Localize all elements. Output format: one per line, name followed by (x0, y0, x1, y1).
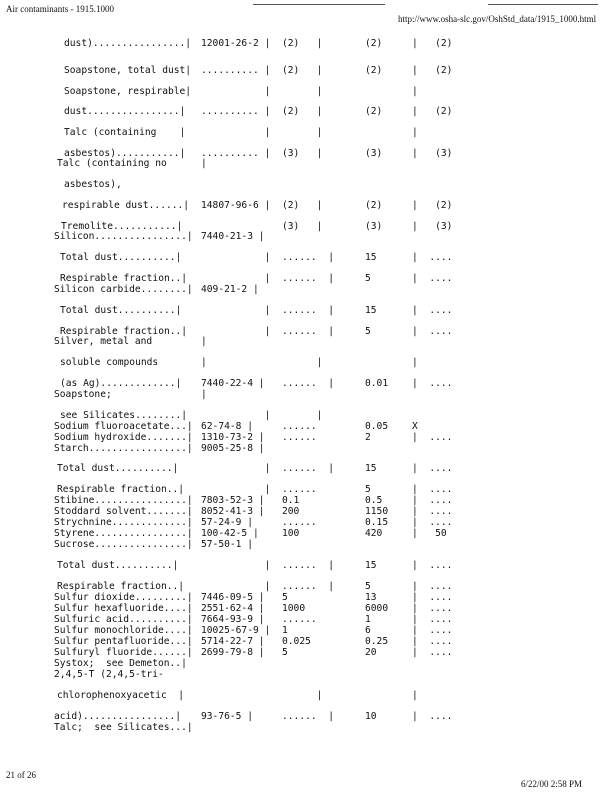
mg-m3-cell: 1 (365, 614, 371, 625)
substance-name-cell: respirable dust......| (62, 200, 190, 211)
cas-number-cell: 8052-41-3 | (201, 506, 265, 517)
substance-name-cell: Silver, metal and (54, 336, 153, 347)
cas-number-cell: 2551-62-4 | (201, 603, 265, 614)
mg-m3-cell: (2) (365, 106, 383, 117)
substance-name-cell: Respirable fraction..| (57, 581, 185, 592)
cas-number-cell: 57-24-9 | (201, 517, 253, 528)
cas-number-cell: .......... | (201, 148, 271, 159)
table-row (0, 357, 611, 369)
skin-designation-cell: | 50 (412, 528, 447, 539)
ppm-cell: 1000 (282, 603, 306, 614)
mg-m3-cell: 13 (365, 592, 377, 603)
mg-m3-cell: 15 (365, 305, 377, 316)
table-row (0, 252, 611, 264)
cas-number-cell: | (201, 484, 271, 495)
ppm-cell: 0.1 (282, 495, 300, 506)
skin-designation-cell: | .... (412, 592, 453, 603)
table-row (0, 127, 611, 139)
table-row (0, 38, 611, 50)
substance-name-cell: Soapstone, respirable| (64, 86, 192, 97)
cas-number-cell: | (201, 357, 207, 368)
cas-number-cell: 57-50-1 | (201, 539, 253, 550)
table-row (0, 305, 611, 317)
mg-m3-cell: 0.01 (365, 378, 389, 389)
cas-number-cell: .......... | (201, 65, 271, 76)
substance-name-cell: Tremolite...........| (61, 221, 183, 232)
cas-number-cell: 12001-26-2 | (201, 38, 271, 49)
print-timestamp: 6/22/00 2:58 PM (521, 779, 583, 789)
mg-m3-cell: 5 (365, 326, 371, 337)
table-row (0, 65, 611, 77)
skin-designation-cell: | (2) (412, 200, 453, 211)
cas-number-cell: | (201, 158, 207, 169)
cas-number-cell: | (201, 273, 271, 284)
skin-designation-cell: | .... (412, 560, 453, 571)
table-row (0, 158, 611, 170)
mg-m3-cell: 5 (365, 484, 371, 495)
mg-m3-cell: (3) (365, 148, 383, 159)
ppm-cell: ...... (282, 517, 317, 528)
cas-number-cell: | (201, 336, 207, 347)
table-row (0, 539, 611, 551)
cas-number-cell: | (201, 463, 271, 474)
substance-name-cell: dust)................| (64, 38, 192, 49)
ppm-cell: | (282, 86, 323, 97)
ppm-cell: ...... | (282, 326, 334, 337)
skin-designation-cell: | .... (412, 517, 453, 528)
substance-name-cell: (as Ag).............| (60, 378, 182, 389)
skin-designation-cell: | (2) (412, 38, 453, 49)
header-title: Air contaminants - 1915.1000 (6, 4, 114, 14)
table-row (0, 669, 611, 681)
ppm-cell: (2) | (282, 200, 323, 211)
skin-designation-cell: | (2) (412, 106, 453, 117)
skin-designation-cell: | .... (412, 581, 453, 592)
page-counter: 21 of 26 (6, 770, 36, 780)
ppm-cell: | (282, 410, 323, 421)
substance-name-cell: acid)................| (54, 711, 182, 722)
ppm-cell: 5 (282, 592, 288, 603)
mg-m3-cell: 20 (365, 647, 377, 658)
mg-m3-cell: 6 (365, 625, 371, 636)
skin-designation-cell: | .... (412, 495, 453, 506)
substance-name-cell: Silicon carbide........| (54, 284, 193, 295)
ppm-cell: (2) | (282, 38, 323, 49)
cas-number-cell: | (201, 410, 271, 421)
substance-name-cell: Silicon................| (54, 231, 193, 242)
substance-name-cell: Total dust..........| (60, 252, 182, 263)
cas-number-cell: | (201, 389, 207, 400)
substance-name-cell: Total dust..........| (60, 305, 182, 316)
cas-number-cell: 409-21-2 | (201, 284, 259, 295)
skin-designation-cell: | .... (412, 378, 453, 389)
ppm-cell: ...... | (282, 252, 334, 263)
ppm-cell: ...... | (282, 378, 334, 389)
mg-m3-cell: 5 (365, 581, 371, 592)
mg-m3-cell: (3) (365, 221, 383, 232)
substance-name-cell: Sulfuric acid..........| (54, 614, 193, 625)
substance-name-cell: Sulfuryl fluoride......| (54, 647, 193, 658)
table-row (0, 443, 611, 455)
substance-name-cell: Total dust..........| (57, 560, 179, 571)
substance-name-cell: Sulfur dioxide.........| (54, 592, 193, 603)
cas-number-cell: | (201, 127, 271, 138)
substance-name-cell: Starch.................| (54, 443, 193, 454)
ppm-cell: ...... | (282, 560, 334, 571)
ppm-cell: ...... | (282, 273, 334, 284)
substance-name-cell: Strychnine.............| (54, 517, 193, 528)
skin-designation-cell: | (3) (412, 221, 453, 232)
substance-name-cell: Sodium hydroxide.......| (54, 432, 193, 443)
ppm-cell: ...... | (282, 463, 334, 474)
substance-name-cell: Sodium fluoroacetate...| (54, 421, 193, 432)
table-row (0, 336, 611, 348)
ppm-cell: ...... (282, 421, 317, 432)
substance-name-cell: Sulfur pentafluoride...| (54, 636, 193, 647)
skin-designation-cell: | .... (412, 252, 453, 263)
skin-designation-cell: | .... (412, 625, 453, 636)
table-row (0, 560, 611, 572)
skin-designation-cell: | .... (412, 273, 453, 284)
table-row (0, 106, 611, 118)
cas-number-cell: | (201, 560, 271, 571)
skin-designation-cell: | .... (412, 326, 453, 337)
mg-m3-cell: 6000 (365, 603, 389, 614)
ppm-cell: ...... (282, 432, 317, 443)
mg-m3-cell: 15 (365, 252, 377, 263)
skin-designation-cell: | (412, 127, 418, 138)
skin-designation-cell: | .... (412, 603, 453, 614)
substance-name-cell: soluble compounds (60, 357, 159, 368)
header-url[interactable]: http://www.osha-slc.gov/OshStd_data/1915_1000.html (398, 14, 597, 24)
table-row (0, 690, 611, 702)
cas-number-cell: 7803-52-3 | (201, 495, 265, 506)
mg-m3-cell: (2) (365, 38, 383, 49)
substance-name-cell: asbestos)...........| (64, 148, 186, 159)
substance-name-cell: Sulfur hexafluoride....| (54, 603, 193, 614)
table-row (0, 231, 611, 243)
skin-designation-cell: | (2) (412, 65, 453, 76)
mg-m3-cell: 0.15 (365, 517, 389, 528)
cas-number-cell: 7664-93-9 | (201, 614, 265, 625)
table-row (0, 463, 611, 475)
cas-number-cell: | (201, 252, 271, 263)
skin-designation-cell: X (412, 421, 418, 432)
table-row (0, 722, 611, 734)
ppm-cell: ...... | (282, 305, 334, 316)
substance-name-cell: Sucrose................| (54, 539, 193, 550)
mg-m3-cell: 15 (365, 463, 377, 474)
substance-name-cell: Respirable fraction..| (60, 326, 188, 337)
mg-m3-cell: 10 (365, 711, 377, 722)
mg-m3-cell: 0.25 (365, 636, 389, 647)
substance-name-cell: 2,4,5-T (2,4,5-tri- (54, 669, 164, 680)
substance-name-cell: Styrene................| (54, 528, 193, 539)
mg-m3-cell: 420 (365, 528, 383, 539)
cas-number-cell: 7440-21-3 | (201, 231, 265, 242)
mg-m3-cell: 0.05 (365, 421, 389, 432)
skin-designation-cell: | .... (412, 647, 453, 658)
cas-number-cell: | (201, 86, 271, 97)
cas-number-cell: 62-74-8 | (201, 421, 253, 432)
cas-number-cell: 7440-22-4 | (201, 378, 265, 389)
substance-name-cell: asbestos), (64, 179, 122, 190)
ppm-cell: 100 (282, 528, 300, 539)
skin-designation-cell: | .... (412, 463, 453, 474)
ppm-cell: (3) | (282, 148, 323, 159)
cas-number-cell: 5714-22-7 | (201, 636, 265, 647)
cas-number-cell: 2699-79-8 | (201, 647, 265, 658)
cas-number-cell: 7446-09-5 | (201, 592, 265, 603)
skin-designation-cell: | .... (412, 506, 453, 517)
substance-name-cell: Respirable fraction..| (57, 484, 185, 495)
table-row (0, 200, 611, 212)
skin-designation-cell: | .... (412, 636, 453, 647)
substance-name-cell: Total dust..........| (57, 463, 179, 474)
ppm-cell: | (282, 357, 323, 368)
skin-designation-cell: | (3) (412, 148, 453, 159)
skin-designation-cell: | .... (412, 305, 453, 316)
skin-designation-cell: | .... (412, 614, 453, 625)
mg-m3-cell: 0.5 (365, 495, 383, 506)
skin-designation-cell: | .... (412, 711, 453, 722)
mg-m3-cell: (2) (365, 200, 383, 211)
ppm-cell: (2) | (282, 65, 323, 76)
cas-number-cell: 100-42-5 | (201, 528, 259, 539)
cas-number-cell: 1310-73-2 | (201, 432, 265, 443)
table-row (0, 179, 611, 191)
substance-name-cell: Stoddard solvent.......| (54, 506, 193, 517)
substance-name-cell: Soapstone; (54, 389, 112, 400)
ppm-cell: ...... | (282, 711, 334, 722)
substance-name-cell: dust................| (64, 106, 186, 117)
substance-name-cell: Talc; see Silicates...| (54, 722, 193, 733)
cas-number-cell: 14807-96-6 | (201, 200, 271, 211)
skin-designation-cell: | (412, 690, 418, 701)
cas-number-cell: | (201, 581, 271, 592)
ppm-cell: (2) | (282, 106, 323, 117)
cas-number-cell: | (201, 326, 271, 337)
ppm-cell: | (282, 127, 323, 138)
mg-m3-cell: 2 (365, 432, 371, 443)
substance-name-cell: chlorophenoxyacetic | (57, 690, 185, 701)
skin-designation-cell: | .... (412, 432, 453, 443)
skin-designation-cell: | (412, 86, 418, 97)
cas-number-cell: 10025-67-9 | (201, 625, 271, 636)
ppm-cell: | (282, 690, 323, 701)
substance-name-cell: Soapstone, total dust| (64, 65, 192, 76)
skin-designation-cell: | .... (412, 484, 453, 495)
ppm-cell: ...... (282, 484, 317, 495)
cas-number-cell: | (201, 305, 271, 316)
ppm-cell: 5 (282, 647, 288, 658)
ppm-cell: ...... (282, 614, 317, 625)
table-row (0, 284, 611, 296)
cas-number-cell: .......... | (201, 106, 271, 117)
ppm-cell: (3) | (282, 221, 323, 232)
mg-m3-cell: 15 (365, 560, 377, 571)
mg-m3-cell: (2) (365, 65, 383, 76)
substance-name-cell: Talc (containing no (57, 158, 167, 169)
mg-m3-cell: 1150 (365, 506, 389, 517)
cas-number-cell: 93-76-5 | (201, 711, 253, 722)
substance-name-cell: Respirable fraction..| (60, 273, 188, 284)
substance-name-cell: Sulfur monochloride....| (54, 625, 193, 636)
table-row (0, 389, 611, 401)
mg-m3-cell: 5 (365, 273, 371, 284)
substance-name-cell: Systox; see Demeton..| (54, 658, 187, 669)
skin-designation-cell: | (412, 357, 418, 368)
ppm-cell: 0.025 (282, 636, 311, 647)
ppm-cell: ...... | (282, 581, 334, 592)
ppm-cell: 200 (282, 506, 300, 517)
substance-name-cell: Talc (containing | (64, 127, 186, 138)
table-row (0, 86, 611, 98)
cas-number-cell: 9005-25-8 | (201, 443, 265, 454)
ppm-cell: 1 (282, 625, 288, 636)
substance-name-cell: see Silicates........| (60, 410, 188, 421)
substance-name-cell: Stibine................| (54, 495, 193, 506)
